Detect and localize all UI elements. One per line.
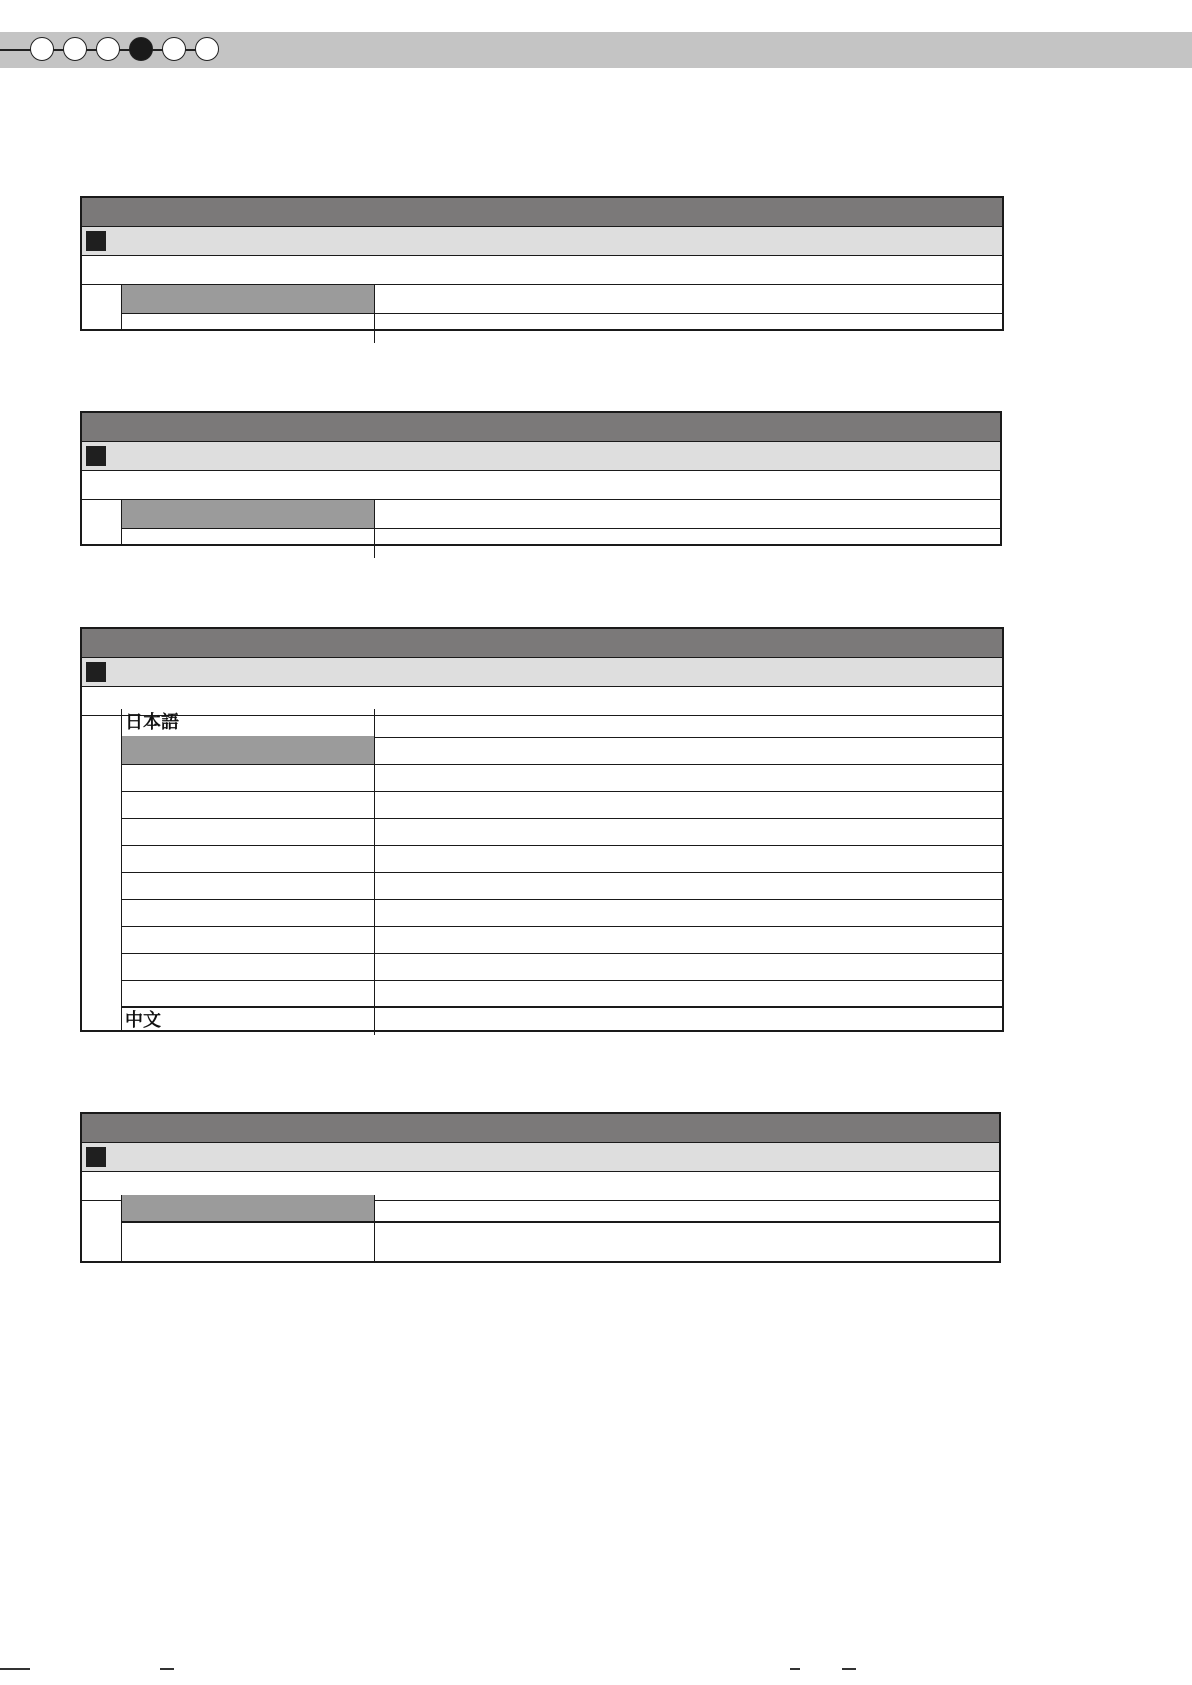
option-row — [122, 500, 1000, 529]
square-bullet-icon — [86, 1147, 106, 1167]
progress-step-3 — [96, 37, 120, 61]
language-description — [375, 925, 1002, 953]
language-name — [122, 817, 375, 845]
language-row — [122, 844, 1002, 873]
language-description — [375, 763, 1002, 791]
footer-fragment — [0, 1668, 30, 1670]
language-description — [375, 844, 1002, 872]
language-description — [375, 898, 1002, 926]
option-description — [375, 529, 1000, 558]
table-title — [82, 198, 1002, 227]
language-name — [122, 763, 375, 791]
table-description — [82, 471, 1000, 500]
option-row — [122, 314, 1002, 343]
options-gutter — [82, 500, 122, 544]
language-description — [375, 1007, 1002, 1035]
option-name — [122, 314, 375, 343]
language-description — [375, 709, 1002, 737]
settings-table-3-language — [80, 627, 1004, 1032]
language-options-area — [82, 709, 1002, 1030]
table-subtitle-row — [82, 442, 1000, 471]
table-subtitle-row — [82, 227, 1002, 256]
language-row — [122, 1006, 1002, 1035]
options-gutter — [82, 709, 122, 1030]
square-bullet-icon — [86, 231, 106, 251]
language-row — [122, 763, 1002, 792]
language-description — [375, 790, 1002, 818]
options-area — [82, 1195, 999, 1261]
option-name — [122, 1195, 375, 1221]
table-title — [82, 629, 1002, 658]
language-name — [122, 898, 375, 926]
option-description — [375, 285, 1002, 313]
language-description — [375, 979, 1002, 1007]
option-row — [122, 285, 1002, 314]
language-name: 日本語 — [122, 709, 375, 737]
language-row — [122, 736, 1002, 765]
language-name — [122, 844, 375, 872]
language-row — [122, 898, 1002, 927]
square-bullet-icon — [86, 662, 106, 682]
option-description — [375, 1195, 999, 1221]
table-title — [82, 1114, 999, 1143]
options-area — [82, 285, 1002, 329]
footer-fragment — [842, 1668, 856, 1670]
footer-fragment — [160, 1668, 174, 1670]
table-title — [82, 413, 1000, 442]
progress-step-2 — [63, 37, 87, 61]
option-name — [122, 1223, 375, 1263]
language-name — [122, 952, 375, 980]
language-name — [122, 979, 375, 1007]
table-subtitle-row — [82, 658, 1002, 687]
progress-step-5 — [162, 37, 186, 61]
language-row — [122, 817, 1002, 846]
settings-table-4 — [80, 1112, 1001, 1263]
language-name — [122, 736, 375, 764]
settings-table-2 — [80, 411, 1002, 546]
language-row — [122, 952, 1002, 981]
language-row — [122, 979, 1002, 1008]
options-area — [82, 500, 1000, 544]
progress-step-1 — [30, 37, 54, 61]
option-description — [375, 500, 1000, 528]
option-row — [122, 529, 1000, 558]
language-name — [122, 925, 375, 953]
option-name — [122, 285, 375, 313]
table-description — [82, 256, 1002, 285]
footer-fragment — [790, 1668, 800, 1670]
language-row — [122, 925, 1002, 954]
options-gutter — [82, 285, 122, 329]
table-subtitle-row — [82, 1143, 999, 1172]
progress-step-4-current — [129, 37, 153, 61]
square-bullet-icon — [86, 446, 106, 466]
option-row — [122, 1195, 999, 1222]
option-row — [122, 1222, 999, 1263]
language-name — [122, 790, 375, 818]
language-row — [122, 790, 1002, 819]
option-description — [375, 1223, 999, 1263]
option-description — [375, 314, 1002, 343]
option-name — [122, 500, 375, 528]
language-name — [122, 871, 375, 899]
language-description — [375, 736, 1002, 764]
progress-step-6 — [195, 37, 219, 61]
language-description — [375, 952, 1002, 980]
option-name — [122, 529, 375, 558]
language-description — [375, 871, 1002, 899]
language-row — [122, 871, 1002, 900]
language-description — [375, 817, 1002, 845]
language-row — [122, 709, 1002, 738]
options-gutter — [82, 1195, 122, 1261]
settings-table-1 — [80, 196, 1004, 331]
language-name: 中文 — [122, 1007, 375, 1035]
